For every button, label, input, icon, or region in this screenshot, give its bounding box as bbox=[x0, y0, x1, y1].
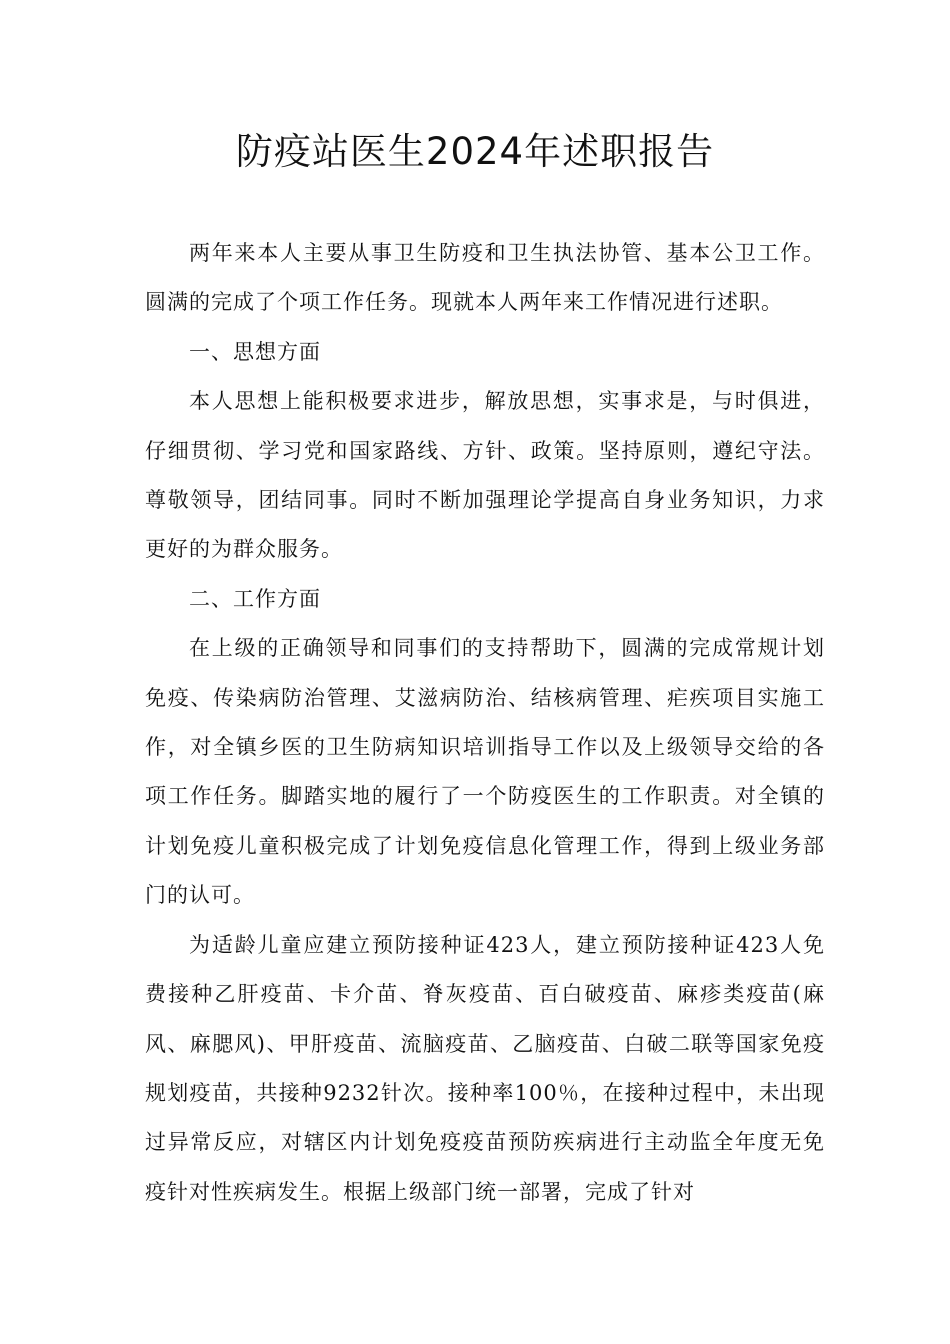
document-body bbox=[145, 229, 825, 1217]
section-heading-thought: 一、思想方面 bbox=[189, 339, 321, 364]
section-heading-work: 二、工作方面 bbox=[189, 586, 321, 611]
paragraph-work: 在上级的正确领导和同事们的支持帮助下，圆满的完成常规计划免疫、传染病防治管理、艾滋病防治、结核病管理、疟疾项目实施工作，对全镇乡医的卫生防病知识培训指导工作以及上级领导交给的各项工作任务。脚踏实地的履行了一个防疫医生的工作职责。对全镇的计划免疫儿童积极完成了计划免疫信息化管理工作，得到上级业务部门的认可。 bbox=[145, 636, 825, 908]
paragraph-intro: 两年来本人主要从事卫生防疫和卫生执法协管、基本公卫工作。圆满的完成了个项工作任务。现就本人两年来工作情况进行述职。 bbox=[145, 241, 825, 315]
document-title: 防疫站医生2024年述职报告 bbox=[235, 130, 715, 173]
paragraph-vaccination: 为适龄儿童应建立预防接种证423人，建立预防接种证423人免费接种乙肝疫苗、卡介苗、脊灰疫苗、百白破疫苗、麻疹类疫苗(麻风、麻腮风)、甲肝疫苗、流脑疫苗、乙脑疫苗、白破二联等国家免疫规划疫苗，共接种9232针次。接种率100％，在接种过程中，未出现过异常反应，对辖区内计划免疫疫苗预防疾病进行主动监全年度无免疫针对性疾病发生。根据上级部门统一部署，完成了针对 bbox=[145, 932, 825, 1204]
paragraph-thought: 本人思想上能积极要求进步，解放思想，实事求是，与时俱进，仔细贯彻、学习党和国家路线、方针、政策。坚持原则，遵纪守法。尊敬领导，团结同事。同时不断加强理论学提高自身业务知识，力求更好的为群众服务。 bbox=[145, 389, 825, 562]
